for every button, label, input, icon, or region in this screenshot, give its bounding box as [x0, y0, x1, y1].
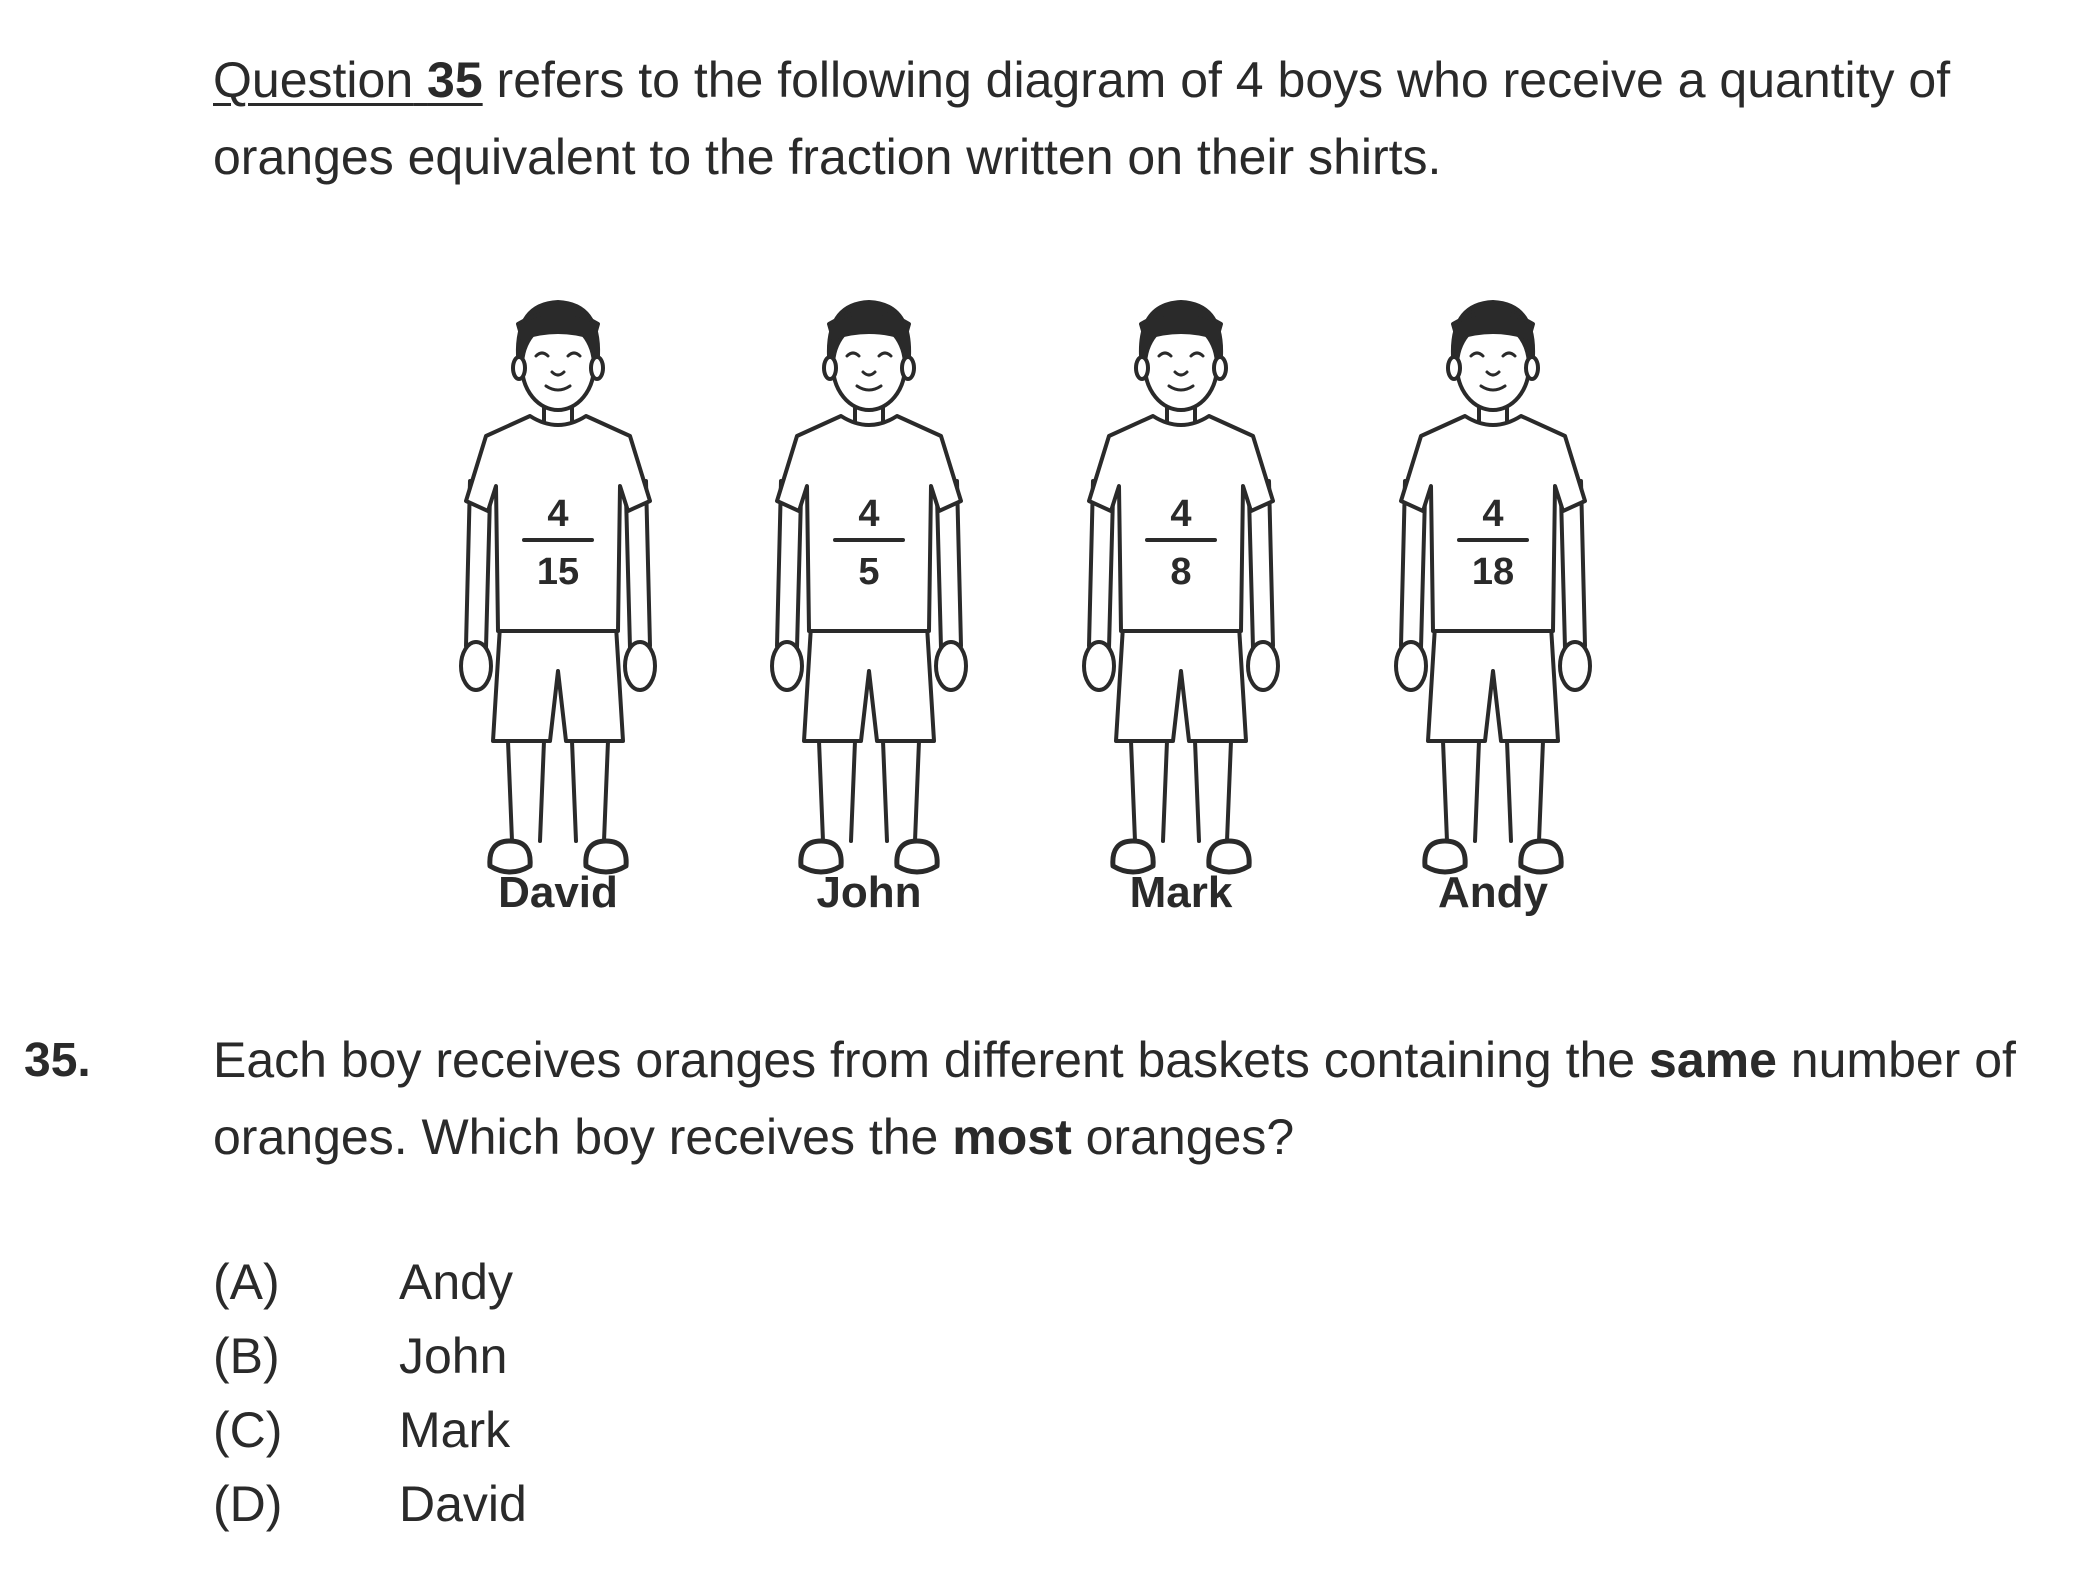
right-leg	[572, 741, 608, 841]
right-ear	[902, 357, 914, 379]
shorts	[493, 626, 623, 741]
left-leg	[508, 741, 544, 841]
boy-figure	[1084, 302, 1278, 872]
left-hand	[1396, 642, 1426, 690]
fraction-numerator: 4	[547, 493, 569, 535]
fraction-denominator: 15	[536, 551, 580, 593]
fraction-denominator: 5	[858, 551, 880, 593]
shorts	[1428, 626, 1558, 741]
fraction-denominator: 18	[1471, 551, 1515, 593]
left-hand	[1084, 642, 1114, 690]
right-ear	[1214, 357, 1226, 379]
intro-paragraph	[213, 42, 2073, 196]
left-leg	[1131, 741, 1167, 841]
question-number: 35.	[24, 1034, 91, 1087]
right-hand	[625, 642, 655, 690]
right-hand	[1248, 642, 1278, 690]
fraction-numerator: 4	[858, 493, 880, 535]
shorts	[804, 626, 934, 741]
fraction-numerator: 4	[1170, 493, 1192, 535]
right-leg	[883, 741, 919, 841]
question-text-part: number of oranges. Which boy receives the	[213, 1032, 2016, 1165]
option-d[interactable]	[213, 1467, 527, 1541]
boy-figure	[461, 302, 655, 872]
boys-diagram	[0, 290, 2097, 950]
boy-figure	[1396, 302, 1590, 872]
boys-illustration	[0, 290, 2097, 950]
left-hand	[461, 642, 491, 690]
boy-name: Andy	[1438, 868, 1548, 917]
boy-name: David	[498, 868, 618, 917]
left-hand	[772, 642, 802, 690]
answer-options	[213, 1245, 527, 1541]
question-text-part: oranges?	[1071, 1109, 1295, 1165]
fraction-denominator: 8	[1170, 551, 1192, 593]
question-reference	[213, 52, 483, 108]
option-answer: John	[399, 1328, 508, 1384]
right-hand	[1560, 642, 1590, 690]
fraction-numerator: 4	[1482, 493, 1504, 535]
option-letter: (D)	[213, 1476, 283, 1532]
option-answer: Andy	[399, 1254, 513, 1310]
emphasis-most: most	[952, 1109, 1072, 1165]
right-leg	[1195, 741, 1231, 841]
option-answer: Mark	[399, 1402, 511, 1458]
question-reference-label: Question	[213, 52, 414, 108]
emphasis-same: same	[1649, 1032, 1777, 1088]
left-leg	[1443, 741, 1479, 841]
question-text	[213, 1022, 2073, 1176]
right-leg	[1507, 741, 1543, 841]
option-letter: (B)	[213, 1328, 280, 1384]
option-letter: (C)	[213, 1402, 283, 1458]
left-ear	[513, 357, 525, 379]
option-c[interactable]	[213, 1393, 527, 1467]
question-text-part: Each boy receives oranges from different baskets containing the	[213, 1032, 1650, 1088]
option-answer: David	[399, 1476, 527, 1532]
right-hand	[936, 642, 966, 690]
option-b[interactable]	[213, 1319, 527, 1393]
right-ear	[1526, 357, 1538, 379]
left-ear	[824, 357, 836, 379]
option-a[interactable]	[213, 1245, 527, 1319]
right-ear	[591, 357, 603, 379]
option-letter: (A)	[213, 1254, 280, 1310]
boy-name: Mark	[1129, 868, 1233, 917]
left-leg	[819, 741, 855, 841]
question-reference-number: 35	[427, 52, 483, 108]
boy-name: John	[816, 868, 922, 917]
left-ear	[1136, 357, 1148, 379]
intro-text: refers to the following diagram of 4 boys who receive a quantity of oranges equivalent to the fraction written on their shirts.	[213, 52, 1951, 185]
left-ear	[1448, 357, 1460, 379]
shorts	[1116, 626, 1246, 741]
boy-figure	[772, 302, 966, 872]
